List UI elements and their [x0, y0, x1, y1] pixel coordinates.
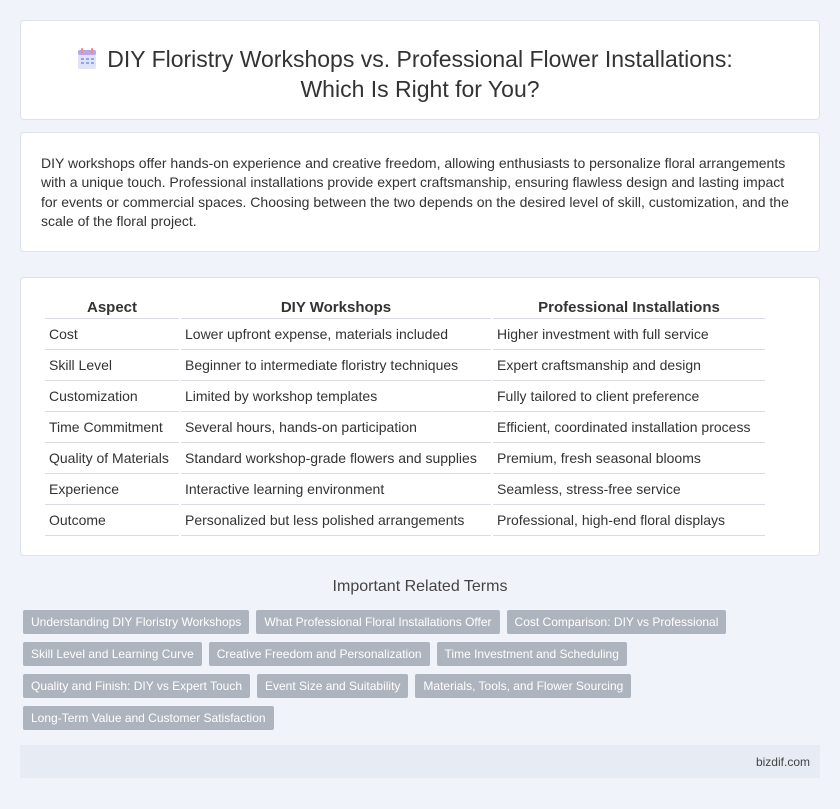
table-cell: Professional, high-end floral displays — [493, 505, 765, 536]
table-header-row — [45, 296, 765, 319]
related-term-tag[interactable]: What Professional Floral Installations Offer — [256, 610, 499, 634]
table-row — [45, 412, 765, 443]
related-term-tag[interactable]: Time Investment and Scheduling — [437, 642, 627, 666]
related-term-tag[interactable]: Materials, Tools, and Flower Sourcing — [415, 674, 631, 698]
table-cell: Several hours, hands-on participation — [181, 412, 491, 443]
footer — [20, 745, 820, 778]
related-term-tag[interactable]: Quality and Finish: DIY vs Expert Touch — [23, 674, 250, 698]
related-term-tag[interactable]: Long-Term Value and Customer Satisfaction — [23, 706, 274, 730]
related-terms-heading: Important Related Terms — [332, 578, 508, 595]
table-cell: Beginner to intermediate floristry techniques — [181, 350, 491, 381]
tag-row — [23, 642, 823, 666]
tag-row — [23, 706, 823, 730]
table-cell: Fully tailored to client preference — [493, 381, 765, 412]
related-term-tag[interactable]: Skill Level and Learning Curve — [23, 642, 202, 666]
summary-text: DIY workshops offer hands-on experience and creative freedom, allowing enthusiasts to personalize floral arrangements with a unique touch. Professional installations provide expert craftsmanship, ensuring flawless design and lasting impact for events or commercial spaces. Choosing between the two depends on the desired level of skill, customization, and the scale of the floral project. — [41, 155, 789, 229]
table-cell: Limited by workshop templates — [181, 381, 491, 412]
table-cell: Interactive learning environment — [181, 474, 491, 505]
table-row — [45, 505, 765, 536]
table-cell: Outcome — [45, 505, 179, 536]
table-row — [45, 381, 765, 412]
related-term-tag[interactable]: Cost Comparison: DIY vs Professional — [507, 610, 727, 634]
table-cell: Seamless, stress-free service — [493, 474, 765, 505]
table-cell: Higher investment with full service — [493, 319, 765, 350]
table-cell: Efficient, coordinated installation process — [493, 412, 765, 443]
column-header-professional: Professional Installations — [493, 296, 765, 319]
comparison-table-card — [20, 277, 820, 556]
table-row — [45, 443, 765, 474]
table-cell: Quality of Materials — [45, 443, 179, 474]
footer-site-link[interactable]: bizdif.com — [755, 755, 810, 769]
related-terms-tags — [23, 610, 823, 738]
header-card — [20, 20, 820, 120]
related-term-tag[interactable]: Creative Freedom and Personalization — [209, 642, 430, 666]
table-row — [45, 474, 765, 505]
column-header-diy: DIY Workshops — [181, 296, 491, 319]
table-cell: Cost — [45, 319, 179, 350]
table-cell: Personalized but less polished arrangements — [181, 505, 491, 536]
table-cell: Lower upfront expense, materials included — [181, 319, 491, 350]
summary-card — [20, 132, 820, 252]
related-term-tag[interactable]: Understanding DIY Floristry Workshops — [23, 610, 249, 634]
related-term-tag[interactable]: Event Size and Suitability — [257, 674, 408, 698]
table-cell: Experience — [45, 474, 179, 505]
table-cell: Expert craftsmanship and design — [493, 350, 765, 381]
table-cell: Premium, fresh seasonal blooms — [493, 443, 765, 474]
table-row — [45, 350, 765, 381]
tag-row — [23, 610, 823, 634]
column-header-aspect: Aspect — [45, 296, 179, 319]
page-title — [21, 44, 819, 104]
tag-row — [23, 674, 823, 698]
table-row — [45, 319, 765, 350]
page-title-line1: DIY Floristry Workshops vs. Professional Flower Installations: — [107, 46, 733, 72]
table-cell: Customization — [45, 381, 179, 412]
table-cell: Time Commitment — [45, 412, 179, 443]
page-title-line2: Which Is Right for You? — [300, 76, 540, 102]
table-cell: Standard workshop-grade flowers and supplies — [181, 443, 491, 474]
table-cell: Skill Level — [45, 350, 179, 381]
comparison-table — [43, 296, 767, 536]
